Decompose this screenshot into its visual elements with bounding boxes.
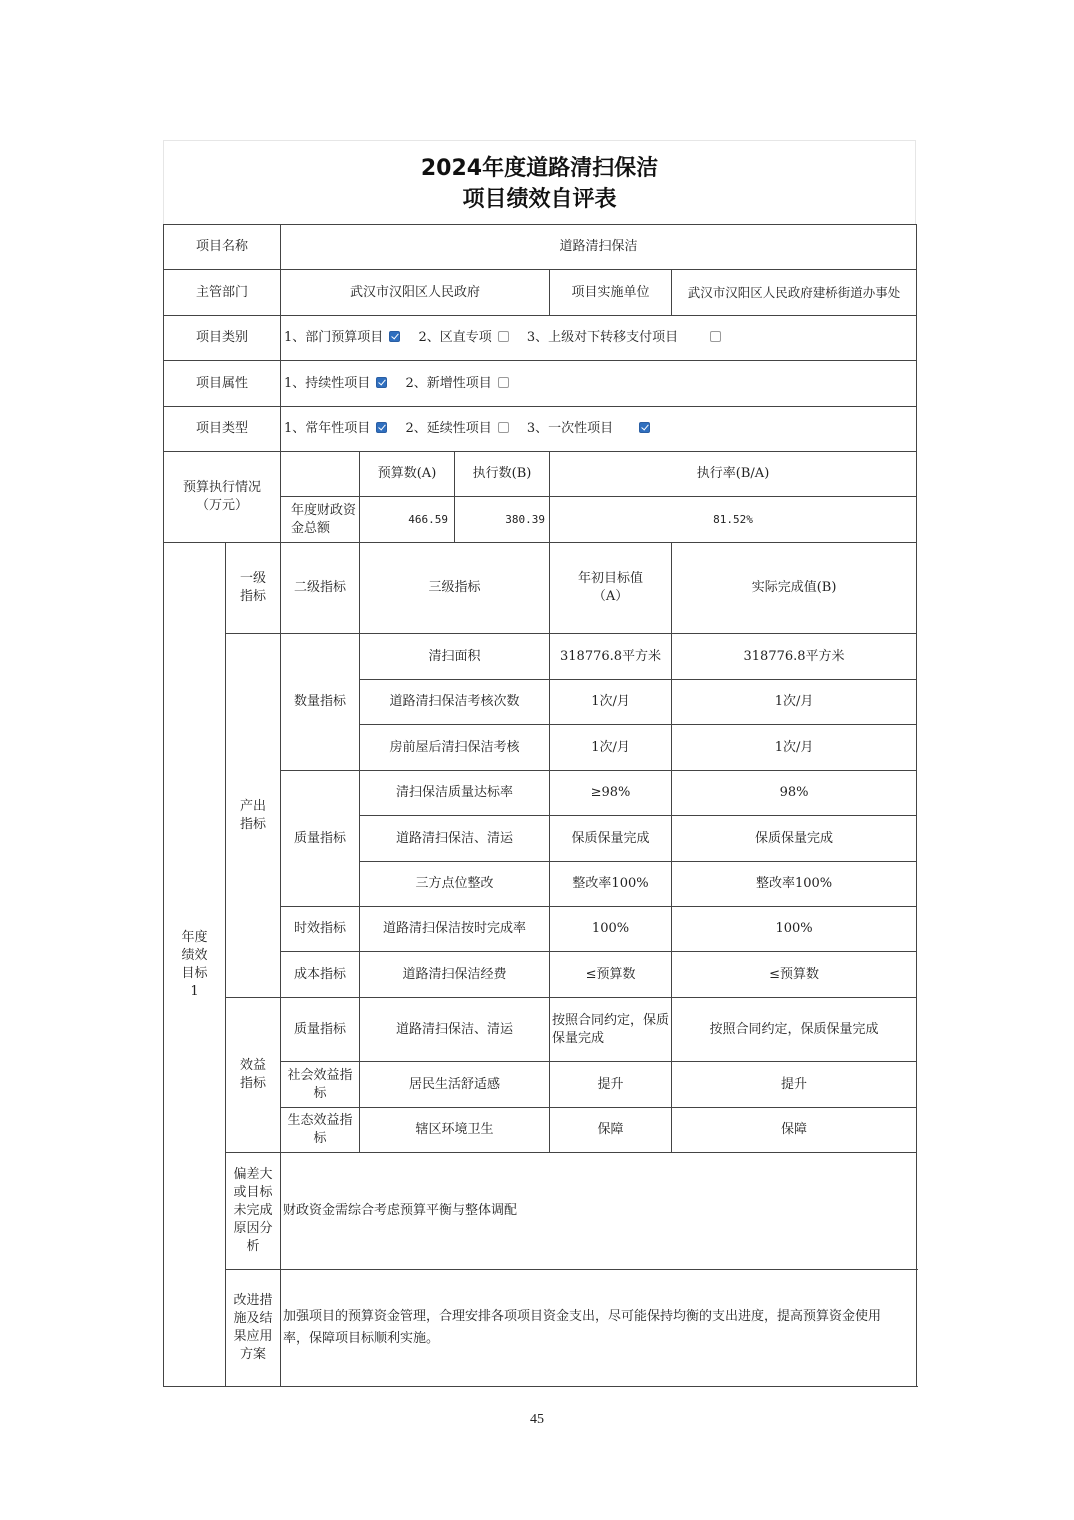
indicator-actual: 按照合同约定，保质保量完成 <box>672 998 917 1062</box>
budget-header-rate: 执行率(B/A) <box>550 452 917 497</box>
indicator-actual: 100% <box>672 907 917 952</box>
perf-header-target: 年初目标值（A） <box>550 543 672 634</box>
row-type <box>164 407 917 452</box>
indicator-l3: 道路清扫保洁按时完成率 <box>360 907 550 952</box>
dept-label: 主管部门 <box>164 270 281 316</box>
perf-header-l2: 二级指标 <box>281 543 360 634</box>
category-options <box>281 316 917 361</box>
checkbox-checked-icon[interactable] <box>376 422 387 433</box>
attr-option-1: 1、持续性项目 <box>284 375 371 391</box>
attr-option-2: 2、新增性项目 <box>405 375 492 391</box>
impl-value: 武汉市汉阳区人民政府建桥街道办事处 <box>672 270 917 316</box>
budget-value-b: 380.39 <box>455 497 550 543</box>
checkbox-checked-icon[interactable] <box>389 331 400 342</box>
row-attr <box>164 361 917 407</box>
budget-value-a: 466.59 <box>360 497 455 543</box>
indicator-l3: 清扫面积 <box>360 634 550 680</box>
title-line-1: 2024年度道路清扫保洁 <box>420 156 659 181</box>
group-time: 时效指标 <box>281 907 360 952</box>
dept-value: 武汉市汉阳区人民政府 <box>281 270 550 316</box>
form-table <box>163 224 917 1387</box>
table-row <box>164 998 917 1062</box>
row-deviation <box>164 1153 917 1270</box>
row-project-name <box>164 225 917 270</box>
type-option-3: 3、一次性项目 <box>526 421 614 436</box>
group-social: 社会效益指标 <box>281 1062 360 1108</box>
indicator-actual: 318776.8平方米 <box>672 634 917 680</box>
indicator-l3: 道路清扫保洁、清运 <box>360 998 550 1062</box>
indicator-target: 1次/月 <box>550 725 672 771</box>
budget-row-label: 年度财政资金总额 <box>281 497 360 543</box>
type-option-1: 1、常年性项目 <box>284 421 371 436</box>
checkbox-unchecked-icon[interactable] <box>498 377 509 388</box>
budget-header-blank <box>281 452 360 497</box>
budget-header-b: 执行数(B) <box>455 452 550 497</box>
budget-header-a: 预算数(A) <box>360 452 455 497</box>
indicator-target: 保质保量完成 <box>550 816 672 862</box>
indicator-actual: 保质保量完成 <box>672 816 917 862</box>
type-label: 项目类型 <box>164 407 281 452</box>
perf-header-actual: 实际完成值(B) <box>672 543 917 634</box>
row-category <box>164 316 917 361</box>
checkbox-unchecked-icon[interactable] <box>498 422 509 433</box>
row-dept <box>164 270 917 316</box>
row-perf-header <box>164 543 917 634</box>
perf-header-l3: 三级指标 <box>360 543 550 634</box>
indicator-target: 按照合同约定，保质保量完成 <box>550 998 672 1062</box>
indicator-target: 提升 <box>550 1062 672 1108</box>
checkbox-checked-icon[interactable] <box>639 422 650 433</box>
category-option-3: 3、上级对下转移支付项目 <box>526 330 679 345</box>
row-budget-header <box>164 452 917 497</box>
group-quality: 质量指标 <box>281 771 360 907</box>
indicator-target: ≤预算数 <box>550 952 672 998</box>
category-option-1: 1、部门预算项目 <box>284 330 384 345</box>
indicator-l3: 清扫保洁质量达标率 <box>360 771 550 816</box>
checkbox-unchecked-icon[interactable] <box>498 331 509 342</box>
title-line-2: 项目绩效自评表 <box>462 187 617 212</box>
indicator-l3: 房前屋后清扫保洁考核 <box>360 725 550 771</box>
deviation-text: 财政资金需综合考虑预算平衡与整体调配 <box>281 1153 917 1270</box>
perf-header-l1: 一级指标 <box>226 543 281 634</box>
indicator-target: 100% <box>550 907 672 952</box>
indicator-l3: 道路清扫保洁考核次数 <box>360 680 550 725</box>
row-improve <box>164 1270 917 1387</box>
category-option-2: 2、区直专项 <box>418 330 492 345</box>
page-number: 45 <box>530 1412 544 1427</box>
group-eco: 生态效益指标 <box>281 1108 360 1153</box>
type-options <box>281 407 917 452</box>
indicator-target: 1次/月 <box>550 680 672 725</box>
evaluation-form <box>163 140 916 1387</box>
deviation-label: 偏差大或目标未完成原因分析 <box>226 1153 281 1270</box>
indicator-actual: 98% <box>672 771 917 816</box>
indicator-actual: 1次/月 <box>672 680 917 725</box>
indicator-l3: 辖区环境卫生 <box>360 1108 550 1153</box>
budget-label: 预算执行情况（万元） <box>164 452 281 543</box>
attr-label: 项目属性 <box>164 361 281 407</box>
indicator-target: ≥98% <box>550 771 672 816</box>
project-name-value: 道路清扫保洁 <box>281 225 917 270</box>
group-cost: 成本指标 <box>281 952 360 998</box>
budget-value-rate: 81.52% <box>550 497 917 543</box>
indicator-target: 318776.8平方米 <box>550 634 672 680</box>
benefit-label: 效益指标 <box>226 998 281 1153</box>
output-label: 产出指标 <box>226 634 281 998</box>
improve-text: 加强项目的预算资金管理，合理安排各项项目资金支出，尽可能保持均衡的支出进度，提高预算资金使用率，保障项目标顺利实施。 <box>281 1270 917 1387</box>
indicator-l3: 道路清扫保洁经费 <box>360 952 550 998</box>
attr-options <box>281 361 917 407</box>
indicator-l3: 三方点位整改 <box>360 862 550 907</box>
project-name-label: 项目名称 <box>164 225 281 270</box>
indicator-actual: 1次/月 <box>672 725 917 771</box>
checkbox-checked-icon[interactable] <box>376 377 387 388</box>
checkbox-unchecked-icon[interactable] <box>710 331 721 342</box>
group-quality-2: 质量指标 <box>281 998 360 1062</box>
indicator-actual: 保障 <box>672 1108 917 1153</box>
indicator-actual: 整改率100% <box>672 862 917 907</box>
indicator-actual: 提升 <box>672 1062 917 1108</box>
type-option-2: 2、延续性项目 <box>405 421 492 436</box>
indicator-target: 保障 <box>550 1108 672 1153</box>
form-title <box>163 140 916 224</box>
table-row <box>164 634 917 680</box>
indicator-actual: ≤预算数 <box>672 952 917 998</box>
indicator-target: 整改率100% <box>550 862 672 907</box>
impl-label: 项目实施单位 <box>550 270 672 316</box>
category-label: 项目类别 <box>164 316 281 361</box>
group-quantity: 数量指标 <box>281 634 360 771</box>
indicator-l3: 道路清扫保洁、清运 <box>360 816 550 862</box>
indicator-l3: 居民生活舒适感 <box>360 1062 550 1108</box>
improve-label: 改进措施及结果应用方案 <box>226 1270 281 1387</box>
goal-label: 年度绩效目标1 <box>164 543 226 1387</box>
